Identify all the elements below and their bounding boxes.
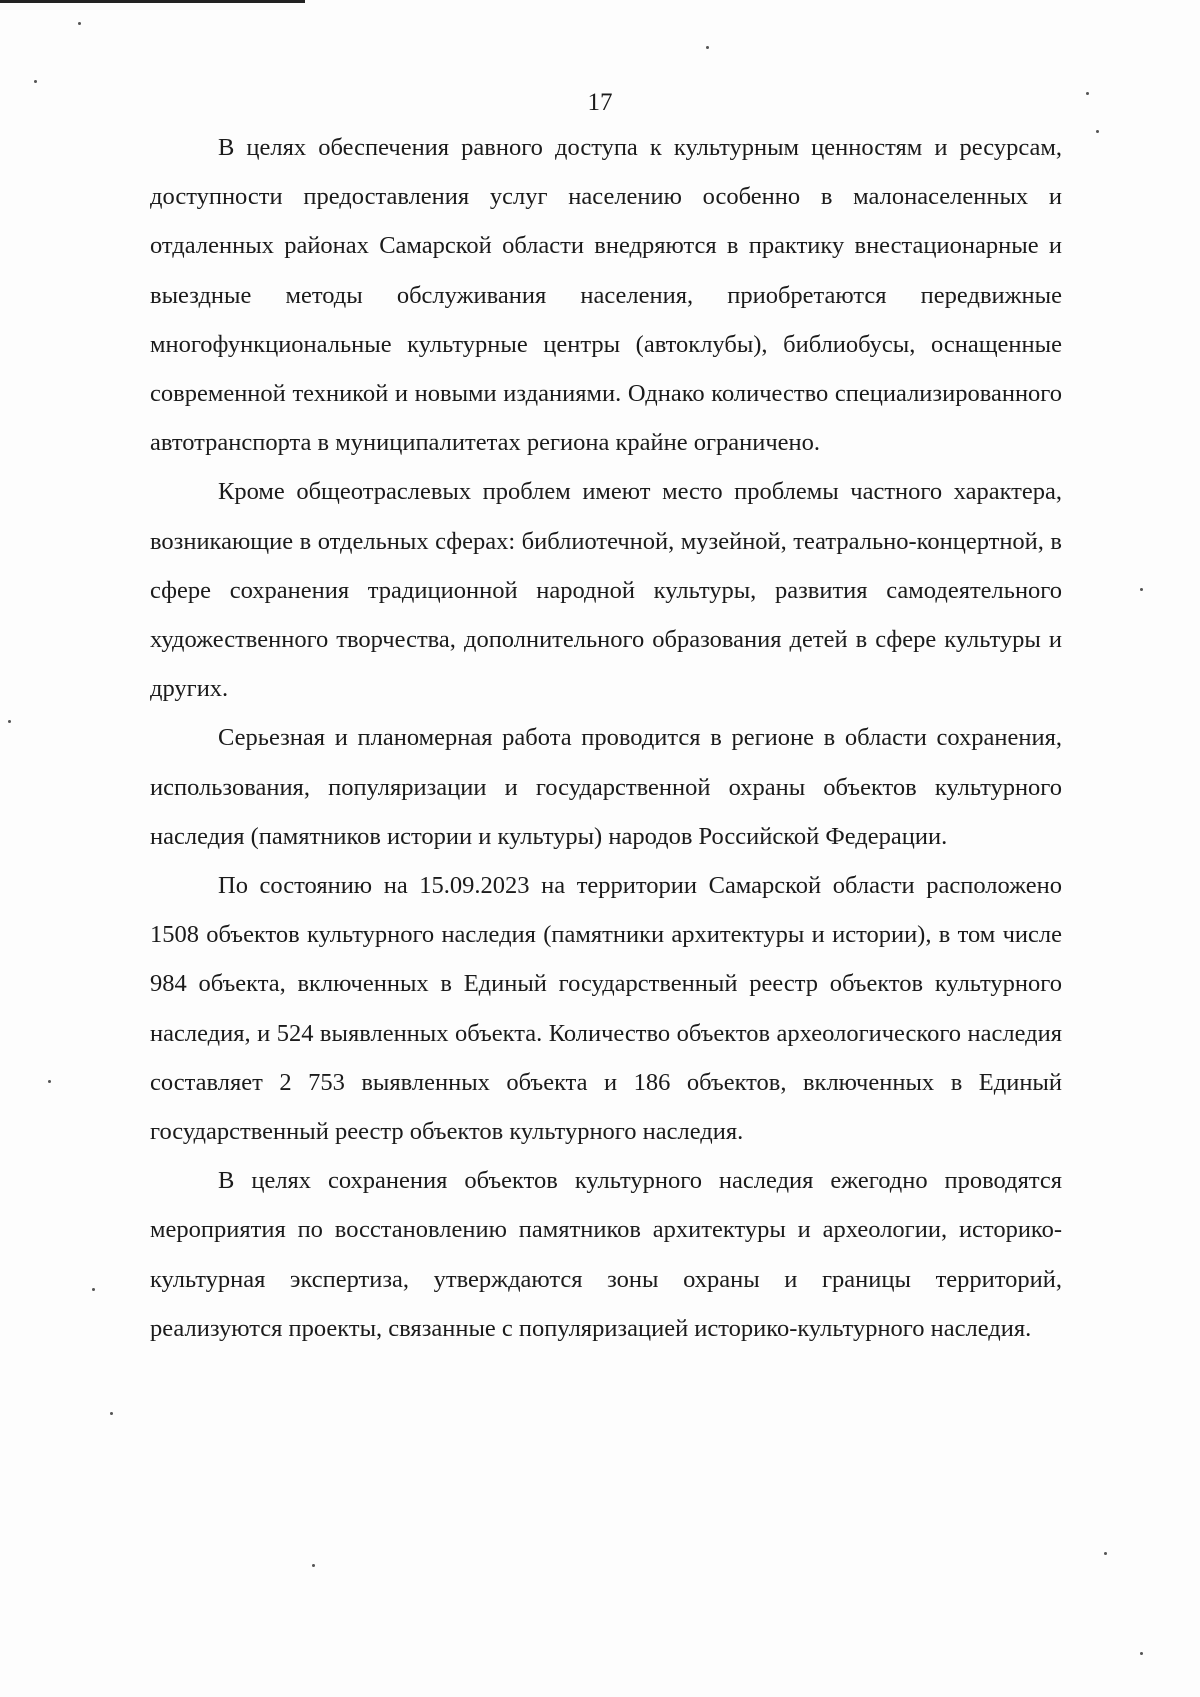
- scan-speck: [1104, 1552, 1107, 1555]
- scan-speck: [1140, 588, 1143, 591]
- scan-speck: [92, 1288, 95, 1291]
- scan-speck: [8, 720, 11, 723]
- paragraph-1: В целях обеспечения равного доступа к культурным ценностям и ресурсам, доступности предоставления услуг населению особенно в малонаселенных и отдаленных районах Самарской области внедряются в практику внестационарные и выездные методы обслуживания населения, приобретаются передвижные многофункциональные культурные центры (автоклубы), библиобусы, оснащенные современной техникой и новыми изданиями. Однако количество специализированного автотранспорта в муниципалитетах региона крайне ограничено.: [150, 134, 1062, 457]
- scan-speck: [78, 22, 81, 25]
- scan-speck: [110, 1412, 113, 1415]
- scan-speck: [1140, 1652, 1143, 1655]
- paragraph-3: Серьезная и планомерная работа проводится в регионе в области сохранения, использования, популяризации и государственной охраны объектов культурного наследия (памятников истории и культуры) народов Российской Федерации.: [150, 724, 1062, 850]
- paragraph-5: В целях сохранения объектов культурного наследия ежегодно проводятся мероприятия по восстановлению памятников архитектуры и археологии, историко-культурная экспертиза, утверждаются зоны охраны и границы территорий, реализуются проекты, связанные с популяризацией историко-культурного наследия.: [150, 1167, 1062, 1342]
- scan-edge-line: [0, 0, 305, 3]
- scan-speck: [34, 80, 37, 83]
- scan-speck: [48, 1080, 51, 1083]
- scan-speck: [1096, 130, 1099, 133]
- page-number: 17: [587, 89, 613, 116]
- body-text: [150, 123, 1062, 1353]
- paragraph-2: Кроме общеотраслевых проблем имеют место проблемы частного характера, возникающие в отдельных сферах: библиотечной, музейной, театрально-концертной, в сфере сохранения традиционной народной культуры, развития самодеятельного художественного творчества, дополнительного образования детей в сфере культуры и других.: [150, 478, 1062, 703]
- scan-speck: [706, 46, 709, 49]
- scan-speck: [1086, 92, 1089, 95]
- scan-speck: [312, 1564, 315, 1567]
- paragraph-4: По состоянию на 15.09.2023 на территории Самарской области расположено 1508 объектов культурного наследия (памятники архитектуры и истории), в том числе 984 объекта, включенных в Единый государственный реестр объектов культурного наследия, и 524 выявленных объекта. Количество объектов археологического наследия составляет 2 753 выявленных объекта и 186 объектов, включенных в Единый государственный реестр объектов культурного наследия.: [150, 872, 1062, 1146]
